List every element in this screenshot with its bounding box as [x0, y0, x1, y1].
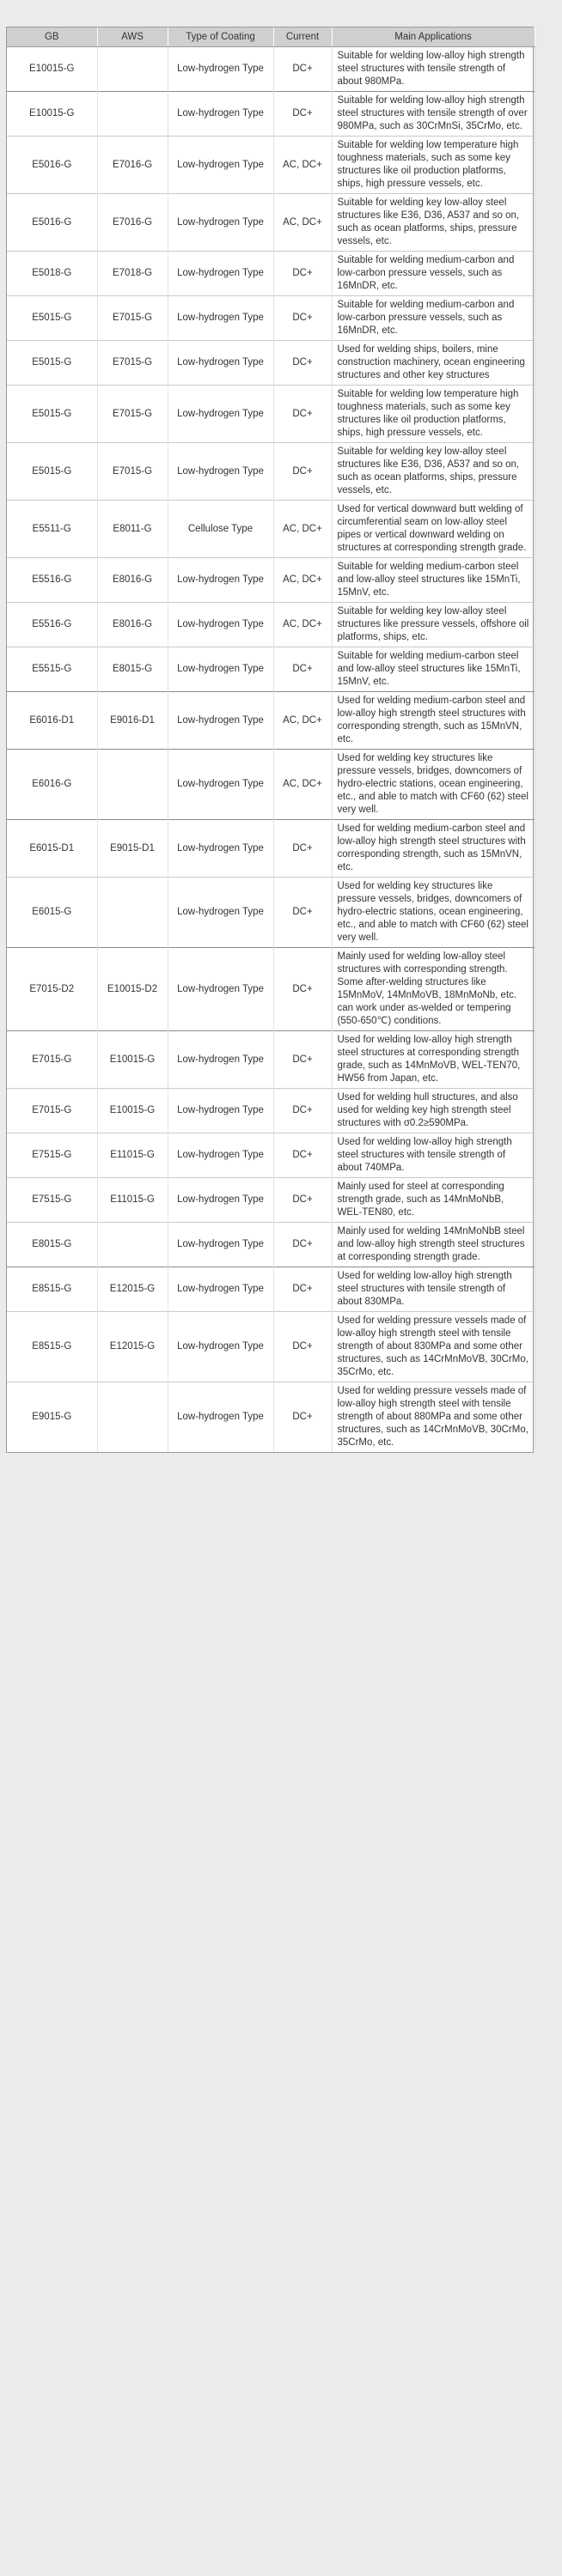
- cell-coating: Low-hydrogen Type: [168, 47, 273, 92]
- cell-gb: E8515-G: [7, 1312, 97, 1382]
- cell-aws: E7016-G: [97, 194, 168, 252]
- cell-aws: E10015-D2: [97, 948, 168, 1031]
- cell-applications: Used for welding medium-carbon steel and low-alloy high strength steel structures with corresponding strength, such as 15MnVN, etc.: [332, 692, 535, 750]
- header-gb: GB: [7, 27, 97, 47]
- cell-aws: [97, 1223, 168, 1267]
- cell-coating: Low-hydrogen Type: [168, 1031, 273, 1089]
- cell-current: DC+: [273, 820, 332, 878]
- cell-applications: Used for welding hull structures, and also used for welding key high strength steel structures with σ0.2≥590MPa.: [332, 1089, 535, 1133]
- cell-gb: E5015-G: [7, 341, 97, 386]
- cell-current: AC, DC+: [273, 603, 332, 647]
- table-row: [7, 948, 535, 1031]
- cell-coating: Low-hydrogen Type: [168, 692, 273, 750]
- cell-coating: Low-hydrogen Type: [168, 878, 273, 948]
- cell-gb: E5515-G: [7, 647, 97, 692]
- cell-aws: [97, 47, 168, 92]
- cell-aws: E7016-G: [97, 137, 168, 194]
- cell-applications: Suitable for welding medium-carbon steel and low-alloy steel structures like 15MnTi, 15MnV, etc.: [332, 558, 535, 603]
- table-row: [7, 296, 535, 341]
- cell-coating: Low-hydrogen Type: [168, 820, 273, 878]
- cell-coating: Low-hydrogen Type: [168, 137, 273, 194]
- cell-coating: Low-hydrogen Type: [168, 647, 273, 692]
- cell-applications: Suitable for welding key low-alloy steel structures like E36, D36, A537 and so on, such as ocean platforms, ships, pressure vessels, etc.: [332, 194, 535, 252]
- table-row: [7, 750, 535, 820]
- cell-aws: E11015-G: [97, 1133, 168, 1178]
- table-row: [7, 501, 535, 558]
- table-row: [7, 1133, 535, 1178]
- cell-current: DC+: [273, 92, 332, 137]
- cell-applications: Suitable for welding low temperature high toughness materials, such as some key structures like oil production platforms, ships, high pressure vessels, etc.: [332, 137, 535, 194]
- cell-coating: Cellulose Type: [168, 501, 273, 558]
- cell-applications: Used for welding key structures like pressure vessels, bridges, downcomers of hydro-electric stations, ocean engineering, etc., and able to match with CF60 (62) steel very well.: [332, 878, 535, 948]
- cell-current: DC+: [273, 386, 332, 443]
- header-coating: Type of Coating: [168, 27, 273, 47]
- cell-gb: E5511-G: [7, 501, 97, 558]
- table-row: [7, 1223, 535, 1267]
- cell-coating: Low-hydrogen Type: [168, 296, 273, 341]
- cell-applications: Used for vertical downward butt welding of circumferential seam on low-alloy steel pipes or vertical downward welding on structures at corresponding strength grade.: [332, 501, 535, 558]
- electrode-table-container: [6, 27, 534, 1453]
- table-row: [7, 443, 535, 501]
- table-row: [7, 47, 535, 92]
- cell-applications: Used for welding pressure vessels made of low-alloy high strength steel with tensile strength of about 880MPa and some other structures, such as 14CrMnMoVB, 30CrMo, 35CrMo, etc.: [332, 1382, 535, 1453]
- cell-current: AC, DC+: [273, 501, 332, 558]
- cell-current: AC, DC+: [273, 137, 332, 194]
- cell-applications: Suitable for welding key low-alloy steel structures like E36, D36, A537 and so on, such as ocean platforms, ships, pressure vessels, etc.: [332, 443, 535, 501]
- cell-coating: Low-hydrogen Type: [168, 341, 273, 386]
- cell-gb: E10015-G: [7, 47, 97, 92]
- cell-aws: E10015-G: [97, 1089, 168, 1133]
- cell-gb: E5015-G: [7, 386, 97, 443]
- cell-aws: E7015-G: [97, 296, 168, 341]
- cell-current: DC+: [273, 1382, 332, 1453]
- cell-gb: E6015-G: [7, 878, 97, 948]
- cell-applications: Mainly used for welding 14MnMoNbB steel and low-alloy high strength steel structures at corresponding strength grade.: [332, 1223, 535, 1267]
- cell-gb: E5016-G: [7, 194, 97, 252]
- cell-gb: E6016-G: [7, 750, 97, 820]
- cell-current: DC+: [273, 878, 332, 948]
- cell-current: DC+: [273, 341, 332, 386]
- cell-aws: E9016-D1: [97, 692, 168, 750]
- cell-aws: E7015-G: [97, 386, 168, 443]
- cell-current: AC, DC+: [273, 558, 332, 603]
- cell-gb: E9015-G: [7, 1382, 97, 1453]
- cell-applications: Used for welding low-alloy high strength steel structures with tensile strength of about 740MPa.: [332, 1133, 535, 1178]
- cell-gb: E7515-G: [7, 1133, 97, 1178]
- cell-aws: E8016-G: [97, 603, 168, 647]
- cell-applications: Suitable for welding low-alloy high strength steel structures with tensile strength of about 980MPa.: [332, 47, 535, 92]
- cell-applications: Used for welding medium-carbon steel and low-alloy high strength steel structures with corresponding strength, such as 15MnVN, etc.: [332, 820, 535, 878]
- table-row: [7, 1031, 535, 1089]
- table-row: [7, 386, 535, 443]
- cell-current: DC+: [273, 1031, 332, 1089]
- cell-current: AC, DC+: [273, 750, 332, 820]
- cell-coating: Low-hydrogen Type: [168, 92, 273, 137]
- cell-current: DC+: [273, 1133, 332, 1178]
- header-current: Current: [273, 27, 332, 47]
- cell-aws: E12015-G: [97, 1312, 168, 1382]
- cell-applications: Suitable for welding medium-carbon and low-carbon pressure vessels, such as 16MnDR, etc.: [332, 296, 535, 341]
- cell-applications: Used for welding low-alloy high strength steel structures with tensile strength of about 830MPa.: [332, 1267, 535, 1312]
- cell-gb: E5015-G: [7, 296, 97, 341]
- cell-gb: E8015-G: [7, 1223, 97, 1267]
- cell-coating: Low-hydrogen Type: [168, 1267, 273, 1312]
- table-row: [7, 341, 535, 386]
- table-header-row: [7, 27, 535, 47]
- cell-coating: Low-hydrogen Type: [168, 252, 273, 296]
- cell-coating: Low-hydrogen Type: [168, 558, 273, 603]
- cell-aws: E10015-G: [97, 1031, 168, 1089]
- cell-gb: E5516-G: [7, 603, 97, 647]
- cell-coating: Low-hydrogen Type: [168, 194, 273, 252]
- cell-current: DC+: [273, 47, 332, 92]
- table-row: [7, 1178, 535, 1223]
- cell-gb: E7015-G: [7, 1089, 97, 1133]
- cell-aws: E9015-D1: [97, 820, 168, 878]
- cell-gb: E5015-G: [7, 443, 97, 501]
- cell-applications: Mainly used for steel at corresponding strength grade, such as 14MnMoNbB, WEL-TEN80, etc.: [332, 1178, 535, 1223]
- cell-current: DC+: [273, 647, 332, 692]
- cell-aws: [97, 1382, 168, 1453]
- cell-applications: Suitable for welding medium-carbon steel and low-alloy steel structures like 15MnTi, 15MnV, etc.: [332, 647, 535, 692]
- cell-coating: Low-hydrogen Type: [168, 1133, 273, 1178]
- cell-applications: Used for welding low-alloy high strength steel structures at corresponding strength grade, such as 14MnMoVB, WEL-TEN70, HW56 from Japan, etc.: [332, 1031, 535, 1089]
- cell-coating: Low-hydrogen Type: [168, 1089, 273, 1133]
- cell-current: DC+: [273, 443, 332, 501]
- cell-aws: E8016-G: [97, 558, 168, 603]
- header-aws: AWS: [97, 27, 168, 47]
- table-row: [7, 1267, 535, 1312]
- table-body: [7, 47, 535, 1453]
- cell-coating: Low-hydrogen Type: [168, 603, 273, 647]
- table-row: [7, 92, 535, 137]
- cell-applications: Used for welding pressure vessels made of low-alloy high strength steel with tensile strength of about 830MPa and some other structures, such as 14CrMnMoVB, 30CrMo, 35CrMo, etc.: [332, 1312, 535, 1382]
- cell-current: DC+: [273, 252, 332, 296]
- cell-current: AC, DC+: [273, 194, 332, 252]
- cell-applications: Used for welding key structures like pressure vessels, bridges, downcomers of hydro-electric stations, ocean engineering, etc., and able to match with CF60 (62) steel very well.: [332, 750, 535, 820]
- table-row: [7, 558, 535, 603]
- cell-applications: Suitable for welding low-alloy high strength steel structures with tensile strength of over 980MPa, such as 30CrMnSi, 35CrMo, etc.: [332, 92, 535, 137]
- cell-aws: E7018-G: [97, 252, 168, 296]
- table-row: [7, 137, 535, 194]
- table-row: [7, 820, 535, 878]
- cell-current: DC+: [273, 296, 332, 341]
- table-row: [7, 692, 535, 750]
- table-row: [7, 1382, 535, 1453]
- cell-aws: E11015-G: [97, 1178, 168, 1223]
- cell-gb: E7015-G: [7, 1031, 97, 1089]
- cell-current: AC, DC+: [273, 692, 332, 750]
- cell-gb: E6015-D1: [7, 820, 97, 878]
- cell-current: DC+: [273, 1267, 332, 1312]
- cell-aws: E7015-G: [97, 443, 168, 501]
- table-row: [7, 194, 535, 252]
- cell-coating: Low-hydrogen Type: [168, 750, 273, 820]
- table-row: [7, 252, 535, 296]
- cell-coating: Low-hydrogen Type: [168, 1382, 273, 1453]
- cell-aws: E12015-G: [97, 1267, 168, 1312]
- cell-applications: Suitable for welding low temperature high toughness materials, such as some key structures like oil production platforms, ships, high pressure vessels, etc.: [332, 386, 535, 443]
- cell-applications: Mainly used for welding low-alloy steel structures with corresponding strength. Some after-welding structures like 15MnMoV, 14MnMoVB, 18MnMoNb, etc. can work under as-welded or tempering (550-650℃) conditions.: [332, 948, 535, 1031]
- cell-gb: E8515-G: [7, 1267, 97, 1312]
- cell-aws: E8011-G: [97, 501, 168, 558]
- cell-gb: E5016-G: [7, 137, 97, 194]
- cell-gb: E7515-G: [7, 1178, 97, 1223]
- cell-gb: E7015-D2: [7, 948, 97, 1031]
- table-row: [7, 603, 535, 647]
- cell-current: DC+: [273, 1223, 332, 1267]
- cell-coating: Low-hydrogen Type: [168, 443, 273, 501]
- cell-current: DC+: [273, 1089, 332, 1133]
- table-row: [7, 1312, 535, 1382]
- cell-coating: Low-hydrogen Type: [168, 948, 273, 1031]
- cell-aws: E8015-G: [97, 647, 168, 692]
- cell-current: DC+: [273, 1178, 332, 1223]
- cell-gb: E5516-G: [7, 558, 97, 603]
- table-row: [7, 878, 535, 948]
- header-applications: Main Applications: [332, 27, 535, 47]
- cell-current: DC+: [273, 948, 332, 1031]
- cell-gb: E6016-D1: [7, 692, 97, 750]
- cell-applications: Used for welding ships, boilers, mine construction machinery, ocean engineering structures and other key structures: [332, 341, 535, 386]
- cell-coating: Low-hydrogen Type: [168, 386, 273, 443]
- cell-current: DC+: [273, 1312, 332, 1382]
- cell-aws: [97, 878, 168, 948]
- table-row: [7, 1089, 535, 1133]
- cell-aws: [97, 750, 168, 820]
- electrode-table: [7, 27, 535, 1452]
- cell-gb: E10015-G: [7, 92, 97, 137]
- cell-aws: E7015-G: [97, 341, 168, 386]
- cell-gb: E5018-G: [7, 252, 97, 296]
- cell-applications: Suitable for welding key low-alloy steel structures like pressure vessels, offshore oil platforms, ships, etc.: [332, 603, 535, 647]
- cell-coating: Low-hydrogen Type: [168, 1223, 273, 1267]
- cell-coating: Low-hydrogen Type: [168, 1178, 273, 1223]
- table-row: [7, 647, 535, 692]
- cell-aws: [97, 92, 168, 137]
- cell-applications: Suitable for welding medium-carbon and low-carbon pressure vessels, such as 16MnDR, etc.: [332, 252, 535, 296]
- cell-coating: Low-hydrogen Type: [168, 1312, 273, 1382]
